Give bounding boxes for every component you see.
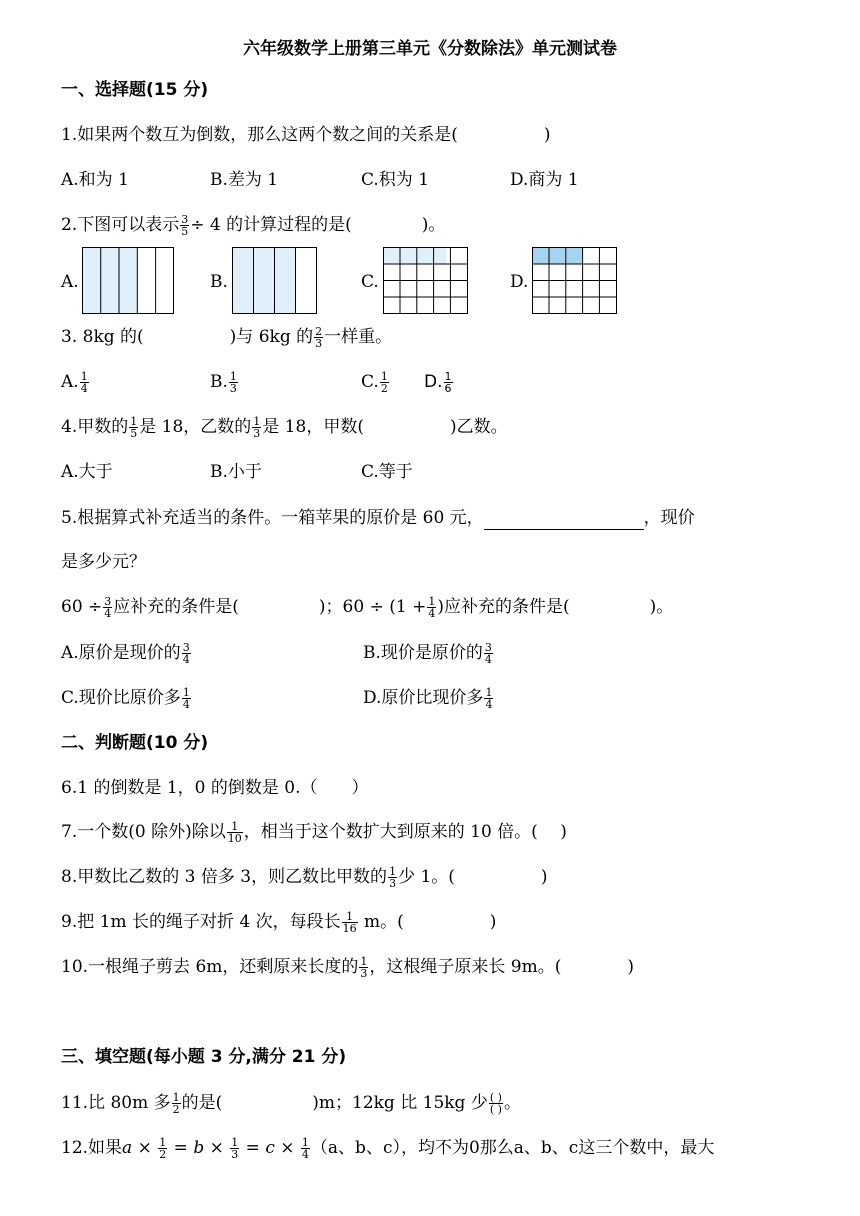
q5-option-a: A.原价是现价的 $\frac{3}{4}$ <box>61 641 190 666</box>
q2-figure-d <box>532 247 618 315</box>
question-2: 2.下图可以表示 $\frac{3}{5}$ ÷ 4 的计算过程的是( )。 <box>61 213 446 238</box>
q1-option-d: D.商为 1 <box>510 170 579 190</box>
q2-label-d: D. <box>510 272 529 292</box>
question-6: 6.1 的倒数是 1，0 的倒数是 0.（ ） <box>61 778 369 798</box>
q3-option-c: C. $\frac{1}{2}$ <box>361 370 388 395</box>
q5-option-b: B.现价是原价的 $\frac{3}{4}$ <box>363 641 492 666</box>
q4-option-b: B.小于 <box>210 462 262 482</box>
section-fill: 三、填空题(每小题 3 分,满分 21 分) <box>61 1047 347 1067</box>
question-12: 12.如果a × $\frac{1}{2}$ = b × $\frac{1}{3}$ = c × $\frac{1}{4}$ （a、b、c），均不为0那么a、b、c这三个数中，最大 <box>61 1136 715 1161</box>
question-7: 7.一个数(0 除外)除以 $\frac{1}{10}$ ，相当于这个数扩大到原来的 10 倍。( ) <box>61 820 567 845</box>
fraction: $\frac{3}{5}$ <box>181 213 189 238</box>
q3-option-d: D. $\frac{1}{6}$ <box>424 369 452 395</box>
q2-label-a: A. <box>61 272 79 292</box>
answer-blank <box>484 511 644 530</box>
question-1: 1.如果两个数互为倒数，那么这两个数之间的关系是( ) <box>61 125 551 145</box>
question-4: 4.甲数的 $\frac{1}{5}$ 是 18，乙数的 $\frac{1}{3}$ 是 18，甲数( )乙数。 <box>61 415 508 440</box>
question-8: 8.甲数比乙数的 3 倍多 3，则乙数比甲数的 $\frac{1}{3}$ 少 1。( ) <box>61 865 548 890</box>
question-5-cont: 是多少元？ <box>61 552 146 572</box>
q1-option-b: B.差为 1 <box>210 170 279 190</box>
q5-option-d: D.原价比现价多 $\frac{1}{4}$ <box>363 686 493 711</box>
q2-figure-a <box>82 247 175 315</box>
q5-option-c: C.现价比原价多 $\frac{1}{4}$ <box>61 686 190 711</box>
question-9: 9.把 1m 长的绳子对折 4 次，每段长 $\frac{1}{16}$ m。( ) <box>61 910 497 935</box>
q4-option-c: C.等于 <box>361 462 413 482</box>
q1-option-c: C.积为 1 <box>361 170 430 190</box>
question-11: 11.比 80m 多 $\frac{1}{2}$ 的是( )m；12kg 比 15kg 少 $\frac{( )}{( )}$ 。 <box>61 1091 521 1116</box>
q3-option-b: B. $\frac{1}{3}$ <box>210 370 237 395</box>
q2-label-c: C. <box>361 272 379 292</box>
section-choice: 一、选择题(15 分) <box>61 80 209 100</box>
section-judge: 二、判断题(10 分) <box>61 733 209 753</box>
q4-option-a: A.大于 <box>61 462 113 482</box>
q2-figure-c <box>383 247 469 315</box>
question-3: 3. 8kg 的( )与 6kg 的 $\frac{2}{3}$ 一样重。 <box>61 325 393 350</box>
q2-figure-b <box>232 247 318 315</box>
question-10: 10.一根绳子剪去 6m，还剩原来长度的 $\frac{1}{3}$ ，这根绳子原来长 9m。( ) <box>61 955 634 980</box>
q2-label-b: B. <box>210 272 228 292</box>
q3-option-a: A. $\frac{1}{4}$ <box>61 370 88 395</box>
question-5: 5.根据算式补充适当的条件。一箱苹果的原价是 60 元， ，现价 <box>61 508 695 528</box>
q1-option-a: A.和为 1 <box>61 170 129 190</box>
page-title: 六年级数学上册第三单元《分数除法》单元测试卷 <box>243 39 617 59</box>
question-5-sub: 60 ÷ $\frac{3}{4}$ 应补充的条件是( )；60 ÷ (1 + $\frac{1}{4}$ )应补充的条件是( )。 <box>61 595 674 620</box>
